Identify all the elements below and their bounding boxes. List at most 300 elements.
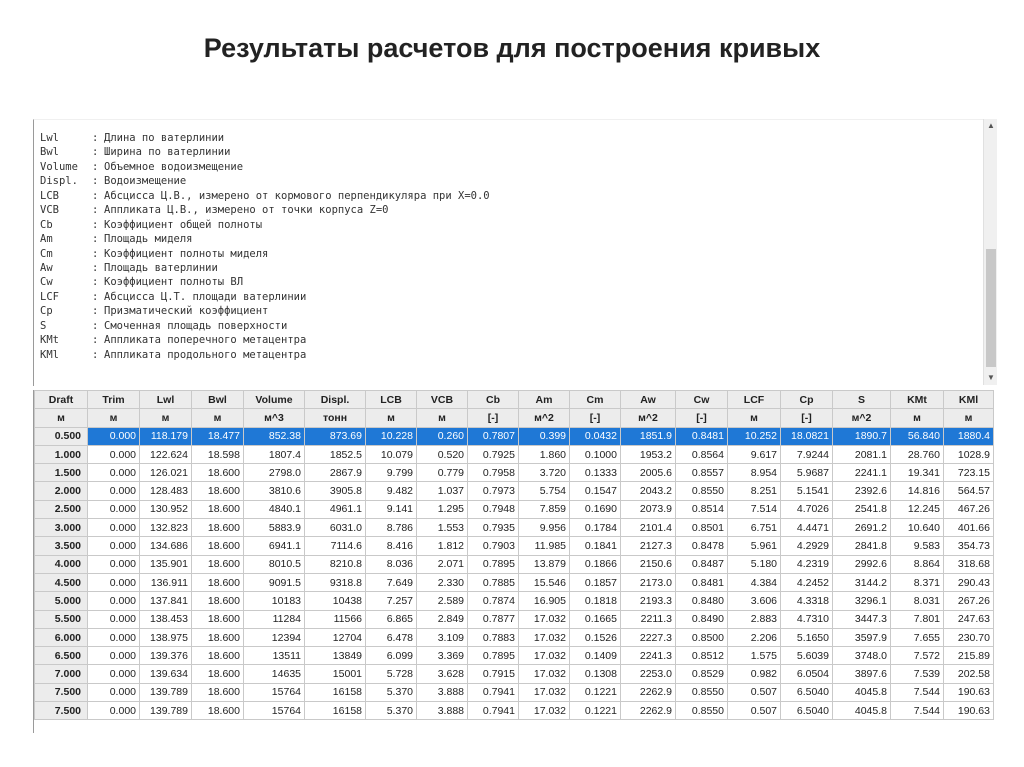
table-cell[interactable]: 190.63 — [944, 702, 994, 720]
table-cell[interactable]: 0.1857 — [570, 573, 621, 591]
table-cell[interactable]: 7.257 — [366, 592, 417, 610]
table-cell[interactable]: 401.66 — [944, 519, 994, 537]
table-cell[interactable]: 3.888 — [417, 702, 468, 720]
table-cell[interactable]: 18.600 — [192, 537, 244, 555]
table-cell[interactable]: 1851.9 — [621, 427, 676, 445]
column-header[interactable]: LCF — [728, 391, 781, 409]
table-cell[interactable]: 2262.9 — [621, 702, 676, 720]
table-cell[interactable]: 2691.2 — [833, 519, 891, 537]
table-row[interactable] — [35, 610, 994, 628]
table-cell[interactable]: 10438 — [305, 592, 366, 610]
table-cell[interactable]: 18.600 — [192, 519, 244, 537]
table-cell[interactable]: 7.649 — [366, 573, 417, 591]
table-cell[interactable]: 6031.0 — [305, 519, 366, 537]
table-cell[interactable]: 9.141 — [366, 500, 417, 518]
table-cell[interactable]: 0.7903 — [468, 537, 519, 555]
table-cell[interactable]: 0.1526 — [570, 628, 621, 646]
table-cell[interactable]: 7114.6 — [305, 537, 366, 555]
table-cell[interactable]: 5.1650 — [781, 628, 833, 646]
table-cell[interactable]: 18.598 — [192, 445, 244, 463]
table-cell[interactable]: 136.911 — [140, 573, 192, 591]
table-cell[interactable]: 5.1541 — [781, 482, 833, 500]
table-cell[interactable]: 4045.8 — [833, 683, 891, 701]
table-row[interactable] — [35, 683, 994, 701]
row-header-cell[interactable]: 5.000 — [35, 592, 88, 610]
table-cell[interactable]: 0.000 — [88, 573, 140, 591]
table-cell[interactable]: 15764 — [244, 702, 305, 720]
table-cell[interactable]: 0.000 — [88, 537, 140, 555]
table-cell[interactable]: 6.5040 — [781, 702, 833, 720]
table-cell[interactable]: 15764 — [244, 683, 305, 701]
column-header[interactable]: Trim — [88, 391, 140, 409]
table-cell[interactable]: 18.600 — [192, 647, 244, 665]
table-cell[interactable]: 2.883 — [728, 610, 781, 628]
table-cell[interactable]: 18.600 — [192, 573, 244, 591]
table-cell[interactable]: 4.2319 — [781, 555, 833, 573]
row-header-cell[interactable]: 7.500 — [35, 683, 88, 701]
table-cell[interactable]: 318.68 — [944, 555, 994, 573]
table-cell[interactable]: 6.099 — [366, 647, 417, 665]
column-header[interactable]: VCB — [417, 391, 468, 409]
table-row[interactable] — [35, 464, 994, 482]
table-cell[interactable]: 19.341 — [891, 464, 944, 482]
table-cell[interactable]: 11566 — [305, 610, 366, 628]
table-cell[interactable]: 7.572 — [891, 647, 944, 665]
table-cell[interactable]: 5.961 — [728, 537, 781, 555]
table-cell[interactable]: 0.000 — [88, 647, 140, 665]
table-cell[interactable]: 5.754 — [519, 482, 570, 500]
row-header-cell[interactable]: 2.500 — [35, 500, 88, 518]
table-cell[interactable]: 18.600 — [192, 610, 244, 628]
table-cell[interactable]: 17.032 — [519, 665, 570, 683]
table-cell[interactable]: 9.617 — [728, 445, 781, 463]
table-cell[interactable]: 10.079 — [366, 445, 417, 463]
table-cell[interactable]: 723.15 — [944, 464, 994, 482]
table-cell[interactable]: 0.000 — [88, 665, 140, 683]
table-cell[interactable]: 3.606 — [728, 592, 781, 610]
table-cell[interactable]: 4.384 — [728, 573, 781, 591]
table-cell[interactable]: 8.031 — [891, 592, 944, 610]
table-row[interactable] — [35, 573, 994, 591]
table-cell[interactable]: 0.8512 — [676, 647, 728, 665]
table-cell[interactable]: 139.376 — [140, 647, 192, 665]
row-header-cell[interactable]: 2.000 — [35, 482, 88, 500]
table-cell[interactable]: 18.477 — [192, 427, 244, 445]
table-cell[interactable]: 0.8490 — [676, 610, 728, 628]
table-cell[interactable]: 11.985 — [519, 537, 570, 555]
row-header-cell[interactable]: 6.000 — [35, 628, 88, 646]
row-header-cell[interactable]: 3.500 — [35, 537, 88, 555]
table-cell[interactable]: 139.789 — [140, 702, 192, 720]
table-row[interactable] — [35, 427, 994, 445]
column-header[interactable]: KMl — [944, 391, 994, 409]
table-cell[interactable]: 0.000 — [88, 683, 140, 701]
table-cell[interactable]: 9.583 — [891, 537, 944, 555]
table-cell[interactable]: 0.000 — [88, 500, 140, 518]
table-cell[interactable]: 0.1818 — [570, 592, 621, 610]
row-header-cell[interactable]: 5.500 — [35, 610, 88, 628]
table-cell[interactable]: 9.799 — [366, 464, 417, 482]
table-cell[interactable]: 2841.8 — [833, 537, 891, 555]
table-cell[interactable]: 1.295 — [417, 500, 468, 518]
table-cell[interactable]: 0.779 — [417, 464, 468, 482]
table-cell[interactable]: 0.1308 — [570, 665, 621, 683]
table-cell[interactable]: 10.252 — [728, 427, 781, 445]
table-cell[interactable]: 138.975 — [140, 628, 192, 646]
table-cell[interactable]: 1.037 — [417, 482, 468, 500]
table-cell[interactable]: 17.032 — [519, 610, 570, 628]
table-cell[interactable]: 12394 — [244, 628, 305, 646]
table-cell[interactable]: 0.7915 — [468, 665, 519, 683]
table-cell[interactable]: 8210.8 — [305, 555, 366, 573]
table-cell[interactable]: 0.7883 — [468, 628, 519, 646]
table-row[interactable] — [35, 702, 994, 720]
table-cell[interactable]: 0.8557 — [676, 464, 728, 482]
table-cell[interactable]: 4.2452 — [781, 573, 833, 591]
table-cell[interactable]: 8010.5 — [244, 555, 305, 573]
table-cell[interactable]: 0.8550 — [676, 702, 728, 720]
table-cell[interactable]: 17.032 — [519, 702, 570, 720]
column-header[interactable]: Aw — [621, 391, 676, 409]
table-cell[interactable]: 1.575 — [728, 647, 781, 665]
table-cell[interactable]: 16158 — [305, 702, 366, 720]
table-cell[interactable]: 0.000 — [88, 445, 140, 463]
table-cell[interactable]: 7.9244 — [781, 445, 833, 463]
table-cell[interactable]: 5.9687 — [781, 464, 833, 482]
row-header-cell[interactable]: 0.500 — [35, 427, 88, 445]
table-cell[interactable]: 267.26 — [944, 592, 994, 610]
table-cell[interactable]: 4840.1 — [244, 500, 305, 518]
column-header[interactable]: Cb — [468, 391, 519, 409]
table-row[interactable] — [35, 628, 994, 646]
table-cell[interactable]: 128.483 — [140, 482, 192, 500]
table-cell[interactable]: 28.760 — [891, 445, 944, 463]
table-cell[interactable]: 0.8550 — [676, 683, 728, 701]
legend-panel[interactable] — [33, 119, 984, 386]
table-cell[interactable]: 6.478 — [366, 628, 417, 646]
column-header[interactable]: Am — [519, 391, 570, 409]
table-cell[interactable]: 0.7958 — [468, 464, 519, 482]
table-cell[interactable]: 0.1000 — [570, 445, 621, 463]
table-cell[interactable]: 3810.6 — [244, 482, 305, 500]
table-cell[interactable]: 135.901 — [140, 555, 192, 573]
table-cell[interactable]: 3.369 — [417, 647, 468, 665]
column-header[interactable]: Lwl — [140, 391, 192, 409]
table-cell[interactable]: 15.546 — [519, 573, 570, 591]
table-cell[interactable]: 5.180 — [728, 555, 781, 573]
table-cell[interactable]: 18.600 — [192, 665, 244, 683]
column-header[interactable]: Displ. — [305, 391, 366, 409]
table-cell[interactable]: 0.399 — [519, 427, 570, 445]
table-cell[interactable]: 0.000 — [88, 592, 140, 610]
table-cell[interactable]: 215.89 — [944, 647, 994, 665]
table-cell[interactable]: 1028.9 — [944, 445, 994, 463]
row-header-cell[interactable]: 7.000 — [35, 665, 88, 683]
table-cell[interactable]: 13.879 — [519, 555, 570, 573]
table-cell[interactable]: 12704 — [305, 628, 366, 646]
table-cell[interactable]: 0.000 — [88, 610, 140, 628]
table-cell[interactable]: 6941.1 — [244, 537, 305, 555]
table-cell[interactable]: 138.453 — [140, 610, 192, 628]
table-cell[interactable]: 0.7941 — [468, 702, 519, 720]
table-cell[interactable]: 2241.1 — [833, 464, 891, 482]
table-cell[interactable]: 126.021 — [140, 464, 192, 482]
table-cell[interactable]: 10.640 — [891, 519, 944, 537]
table-cell[interactable]: 2150.6 — [621, 555, 676, 573]
table-cell[interactable]: 13849 — [305, 647, 366, 665]
table-cell[interactable]: 1.860 — [519, 445, 570, 463]
table-cell[interactable]: 202.58 — [944, 665, 994, 683]
table-cell[interactable]: 0.8564 — [676, 445, 728, 463]
table-cell[interactable]: 14.816 — [891, 482, 944, 500]
table-cell[interactable]: 0.7874 — [468, 592, 519, 610]
table-cell[interactable]: 230.70 — [944, 628, 994, 646]
table-row[interactable] — [35, 555, 994, 573]
table-cell[interactable]: 0.000 — [88, 427, 140, 445]
table-row[interactable] — [35, 519, 994, 537]
table-cell[interactable]: 0.1221 — [570, 683, 621, 701]
table-cell[interactable]: 16158 — [305, 683, 366, 701]
table-cell[interactable]: 134.686 — [140, 537, 192, 555]
table-cell[interactable]: 2392.6 — [833, 482, 891, 500]
table-cell[interactable]: 10183 — [244, 592, 305, 610]
table-cell[interactable]: 3296.1 — [833, 592, 891, 610]
table-cell[interactable]: 17.032 — [519, 647, 570, 665]
table-cell[interactable]: 3.888 — [417, 683, 468, 701]
table-cell[interactable]: 3897.6 — [833, 665, 891, 683]
table-cell[interactable]: 0.7885 — [468, 573, 519, 591]
table-cell[interactable]: 18.600 — [192, 702, 244, 720]
table-cell[interactable]: 0.1690 — [570, 500, 621, 518]
table-cell[interactable]: 0.8529 — [676, 665, 728, 683]
table-cell[interactable]: 8.251 — [728, 482, 781, 500]
table-cell[interactable]: 0.1333 — [570, 464, 621, 482]
table-row[interactable] — [35, 445, 994, 463]
table-cell[interactable]: 2193.3 — [621, 592, 676, 610]
column-header[interactable]: Cp — [781, 391, 833, 409]
table-cell[interactable]: 0.7895 — [468, 555, 519, 573]
table-cell[interactable]: 0.7925 — [468, 445, 519, 463]
table-cell[interactable]: 139.634 — [140, 665, 192, 683]
table-cell[interactable]: 18.600 — [192, 555, 244, 573]
table-cell[interactable]: 0.1866 — [570, 555, 621, 573]
table-cell[interactable]: 2241.3 — [621, 647, 676, 665]
table-cell[interactable]: 9318.8 — [305, 573, 366, 591]
table-row[interactable] — [35, 647, 994, 665]
row-header-cell[interactable]: 7.500 — [35, 702, 88, 720]
table-cell[interactable]: 137.841 — [140, 592, 192, 610]
table-cell[interactable]: 0.000 — [88, 464, 140, 482]
table-cell[interactable]: 14635 — [244, 665, 305, 683]
row-header-cell[interactable]: 3.000 — [35, 519, 88, 537]
column-header[interactable]: KMt — [891, 391, 944, 409]
table-row[interactable] — [35, 592, 994, 610]
table-cell[interactable]: 2005.6 — [621, 464, 676, 482]
row-header-cell[interactable]: 4.500 — [35, 573, 88, 591]
table-cell[interactable]: 8.954 — [728, 464, 781, 482]
table-cell[interactable]: 2081.1 — [833, 445, 891, 463]
table-cell[interactable]: 0.000 — [88, 702, 140, 720]
table-cell[interactable]: 1807.4 — [244, 445, 305, 463]
table-cell[interactable]: 2.330 — [417, 573, 468, 591]
table-cell[interactable]: 852.38 — [244, 427, 305, 445]
table-cell[interactable]: 132.823 — [140, 519, 192, 537]
table-cell[interactable]: 18.600 — [192, 592, 244, 610]
table-cell[interactable]: 4.2929 — [781, 537, 833, 555]
table-cell[interactable]: 0.8481 — [676, 573, 728, 591]
table-cell[interactable]: 0.0432 — [570, 427, 621, 445]
table-cell[interactable]: 7.514 — [728, 500, 781, 518]
table-cell[interactable]: 2043.2 — [621, 482, 676, 500]
table-cell[interactable]: 3905.8 — [305, 482, 366, 500]
table-cell[interactable]: 0.982 — [728, 665, 781, 683]
table-cell[interactable]: 2541.8 — [833, 500, 891, 518]
table-cell[interactable]: 6.865 — [366, 610, 417, 628]
table-cell[interactable]: 15001 — [305, 665, 366, 683]
table-cell[interactable]: 0.1547 — [570, 482, 621, 500]
table-cell[interactable]: 0.1784 — [570, 519, 621, 537]
table-cell[interactable]: 5883.9 — [244, 519, 305, 537]
table-cell[interactable]: 0.1841 — [570, 537, 621, 555]
table-cell[interactable]: 1880.4 — [944, 427, 994, 445]
table-cell[interactable]: 0.7807 — [468, 427, 519, 445]
table-cell[interactable]: 2262.9 — [621, 683, 676, 701]
table-cell[interactable]: 0.7877 — [468, 610, 519, 628]
table-cell[interactable]: 0.7941 — [468, 683, 519, 701]
table-cell[interactable]: 7.544 — [891, 702, 944, 720]
table-cell[interactable]: 190.63 — [944, 683, 994, 701]
table-cell[interactable]: 0.520 — [417, 445, 468, 463]
table-cell[interactable]: 873.69 — [305, 427, 366, 445]
table-row[interactable] — [35, 537, 994, 555]
table-cell[interactable]: 2.206 — [728, 628, 781, 646]
table-cell[interactable]: 354.73 — [944, 537, 994, 555]
table-cell[interactable]: 4961.1 — [305, 500, 366, 518]
table-cell[interactable]: 8.864 — [891, 555, 944, 573]
table-cell[interactable]: 8.371 — [891, 573, 944, 591]
table-cell[interactable]: 0.000 — [88, 482, 140, 500]
table-cell[interactable]: 0.8487 — [676, 555, 728, 573]
table-cell[interactable]: 3748.0 — [833, 647, 891, 665]
table-cell[interactable]: 18.600 — [192, 628, 244, 646]
legend-scrollbar[interactable] — [983, 119, 997, 385]
column-header[interactable]: Volume — [244, 391, 305, 409]
table-cell[interactable]: 118.179 — [140, 427, 192, 445]
table-row[interactable] — [35, 665, 994, 683]
table-cell[interactable]: 0.8514 — [676, 500, 728, 518]
table-cell[interactable]: 7.801 — [891, 610, 944, 628]
table-cell[interactable]: 3.628 — [417, 665, 468, 683]
table-cell[interactable]: 0.000 — [88, 555, 140, 573]
table-cell[interactable]: 4.3318 — [781, 592, 833, 610]
table-cell[interactable]: 0.000 — [88, 519, 140, 537]
table-cell[interactable]: 0.8501 — [676, 519, 728, 537]
table-cell[interactable]: 0.7935 — [468, 519, 519, 537]
table-cell[interactable]: 0.8500 — [676, 628, 728, 646]
table-cell[interactable]: 3447.3 — [833, 610, 891, 628]
table-cell[interactable]: 4.7310 — [781, 610, 833, 628]
table-cell[interactable]: 5.6039 — [781, 647, 833, 665]
column-header[interactable]: LCB — [366, 391, 417, 409]
table-cell[interactable]: 1.812 — [417, 537, 468, 555]
column-header[interactable]: Bwl — [192, 391, 244, 409]
table-cell[interactable]: 5.370 — [366, 683, 417, 701]
table-cell[interactable]: 5.370 — [366, 702, 417, 720]
table-cell[interactable]: 2127.3 — [621, 537, 676, 555]
table-cell[interactable]: 9.956 — [519, 519, 570, 537]
table-cell[interactable]: 3.109 — [417, 628, 468, 646]
table-cell[interactable]: 13511 — [244, 647, 305, 665]
row-header-cell[interactable]: 1.000 — [35, 445, 88, 463]
table-cell[interactable]: 2073.9 — [621, 500, 676, 518]
table-cell[interactable]: 2173.0 — [621, 573, 676, 591]
table-cell[interactable]: 7.544 — [891, 683, 944, 701]
row-header-cell[interactable]: 1.500 — [35, 464, 88, 482]
table-cell[interactable]: 1.553 — [417, 519, 468, 537]
table-cell[interactable]: 12.245 — [891, 500, 944, 518]
table-cell[interactable]: 4045.8 — [833, 702, 891, 720]
table-cell[interactable]: 2992.6 — [833, 555, 891, 573]
table-cell[interactable]: 290.43 — [944, 573, 994, 591]
table-cell[interactable]: 18.600 — [192, 500, 244, 518]
table-cell[interactable]: 2867.9 — [305, 464, 366, 482]
table-cell[interactable]: 0.1221 — [570, 702, 621, 720]
table-cell[interactable]: 18.600 — [192, 464, 244, 482]
table-cell[interactable]: 2.589 — [417, 592, 468, 610]
column-header[interactable]: S — [833, 391, 891, 409]
table-cell[interactable]: 2101.4 — [621, 519, 676, 537]
table-cell[interactable]: 0.8481 — [676, 427, 728, 445]
table-cell[interactable]: 18.0821 — [781, 427, 833, 445]
table-cell[interactable]: 4.7026 — [781, 500, 833, 518]
table-cell[interactable]: 17.032 — [519, 683, 570, 701]
table-cell[interactable]: 467.26 — [944, 500, 994, 518]
table-cell[interactable]: 1890.7 — [833, 427, 891, 445]
row-header-cell[interactable]: 6.500 — [35, 647, 88, 665]
table-cell[interactable]: 11284 — [244, 610, 305, 628]
table-cell[interactable]: 10.228 — [366, 427, 417, 445]
table-cell[interactable]: 18.600 — [192, 482, 244, 500]
table-cell[interactable]: 0.507 — [728, 683, 781, 701]
scroll-down-icon[interactable]: ▼ — [987, 373, 995, 382]
table-cell[interactable]: 17.032 — [519, 628, 570, 646]
table-cell[interactable]: 0.507 — [728, 702, 781, 720]
table-cell[interactable]: 16.905 — [519, 592, 570, 610]
table-cell[interactable]: 7.655 — [891, 628, 944, 646]
table-cell[interactable]: 0.8550 — [676, 482, 728, 500]
table-cell[interactable]: 7.859 — [519, 500, 570, 518]
table-cell[interactable]: 2798.0 — [244, 464, 305, 482]
row-header-cell[interactable]: 4.000 — [35, 555, 88, 573]
table-cell[interactable]: 1953.2 — [621, 445, 676, 463]
column-header[interactable]: Cm — [570, 391, 621, 409]
table-cell[interactable]: 1852.5 — [305, 445, 366, 463]
table-cell[interactable]: 0.7973 — [468, 482, 519, 500]
table-cell[interactable]: 56.840 — [891, 427, 944, 445]
table-cell[interactable]: 18.600 — [192, 683, 244, 701]
table-cell[interactable]: 0.1665 — [570, 610, 621, 628]
table-cell[interactable]: 3144.2 — [833, 573, 891, 591]
table-cell[interactable]: 130.952 — [140, 500, 192, 518]
table-cell[interactable]: 2253.0 — [621, 665, 676, 683]
table-cell[interactable]: 3597.9 — [833, 628, 891, 646]
table-cell[interactable]: 0.000 — [88, 628, 140, 646]
table-cell[interactable]: 564.57 — [944, 482, 994, 500]
table-cell[interactable]: 5.728 — [366, 665, 417, 683]
table-row[interactable] — [35, 500, 994, 518]
table-cell[interactable]: 4.4471 — [781, 519, 833, 537]
scroll-thumb[interactable] — [986, 249, 996, 367]
